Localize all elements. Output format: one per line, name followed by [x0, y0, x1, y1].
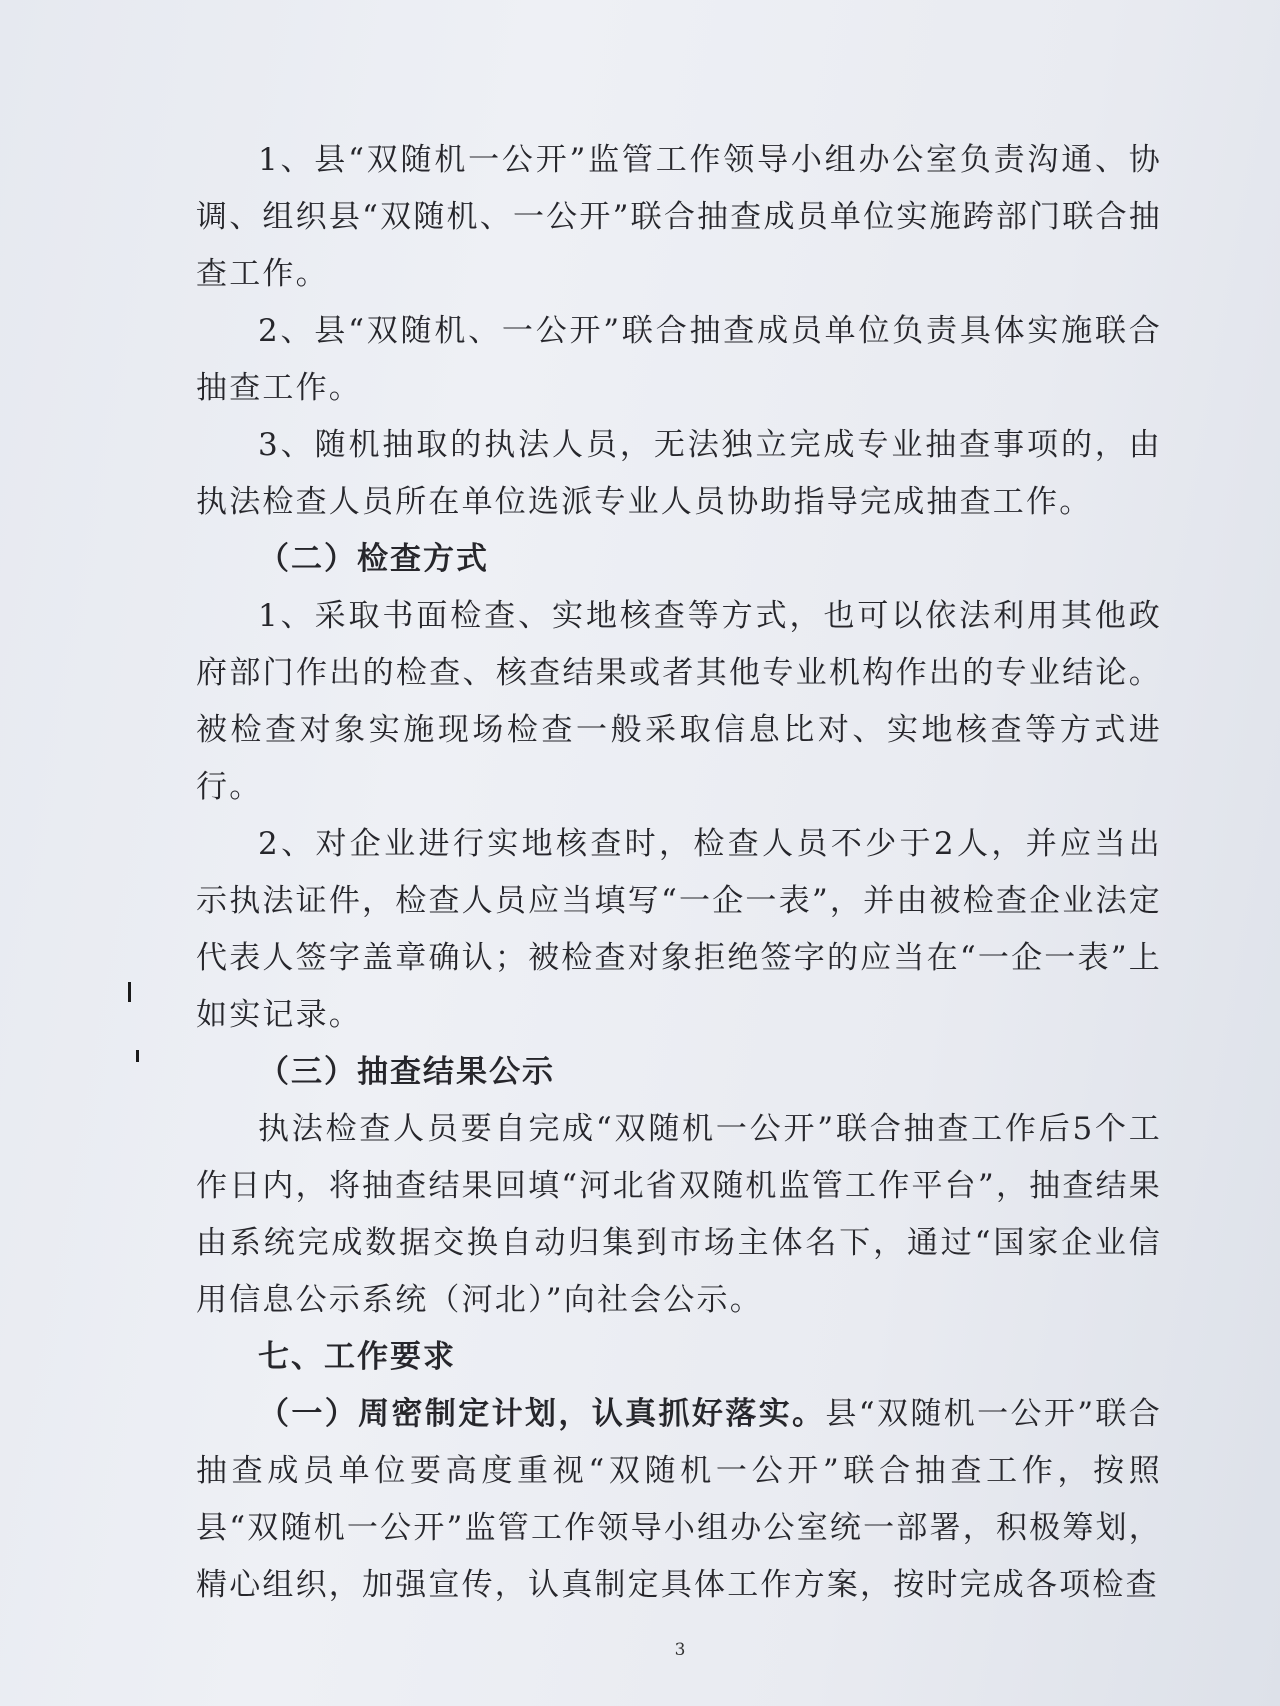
- paragraph-4: 1、采取书面检查、实地核查等方式，也可以依法利用其他政府部门作出的检查、核查结果或者其他专业机构作出的专业结论。被检查对象实施现场检查一般采取信息比对、实地核查等方式进行。: [196, 598, 1162, 805]
- section-heading-inspection-method: （二）检查方式: [258, 541, 489, 577]
- section-heading-work-requirements: 七、工作要求: [258, 1339, 456, 1375]
- paragraph-7: [196, 1386, 1162, 1614]
- paragraph-6: 执法检查人员要自完成“双随机一公开”联合抽查工作后5个工作日内，将抽查结果回填“河北省双随机监管工作平台”，抽查结果由系统完成数据交换自动归集到市场主体名下，通过“国家企业信用信息公示系统（河北）”向社会公示。: [196, 1111, 1162, 1318]
- page-number: 3: [674, 1640, 686, 1660]
- margin-mark-2: [136, 1050, 139, 1062]
- paragraph-3: 3、随机抽取的执法人员，无法独立完成专业抽查事项的，由执法检查人员所在单位选派专业人员协助指导完成抽查工作。: [196, 427, 1162, 520]
- paragraph-body: 县“双随机一公开”联合抽查成员单位要高度重视“双随机一公开”联合抽查工作，按照县“双随机一公开”监管工作领导小组办公室统一部署，积极筹划，精心组织，加强宣传，认真制定具体工作方案，按时完成各项检查: [196, 1396, 1162, 1603]
- paragraph-lead-bold: （一）周密制定计划，认真抓好落实。: [258, 1396, 826, 1432]
- margin-mark-1: [128, 982, 131, 1002]
- document-body: [196, 132, 1162, 1614]
- paragraph-5: 2、对企业进行实地核查时，检查人员不少于2人，并应当出示执法证件，检查人员应当填写“一企一表”，并由被检查企业法定代表人签字盖章确认；被检查对象拒绝签字的应当在“一企一表”上如实记录。: [196, 826, 1162, 1033]
- paragraph-2: 2、县“双随机、一公开”联合抽查成员单位负责具体实施联合抽查工作。: [196, 313, 1162, 406]
- section-heading-result-publication: （三）抽查结果公示: [258, 1054, 555, 1090]
- paragraph-1: 1、县“双随机一公开”监管工作领导小组办公室负责沟通、协调、组织县“双随机、一公开”联合抽查成员单位实施跨部门联合抽查工作。: [196, 142, 1162, 292]
